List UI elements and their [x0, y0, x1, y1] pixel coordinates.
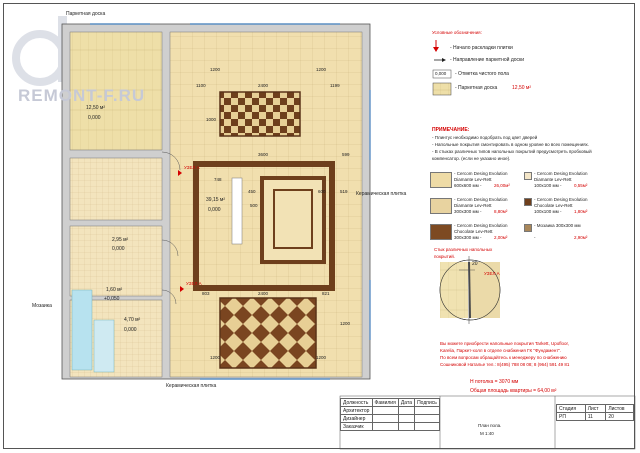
watermark-logo — [16, 16, 67, 82]
contact-line-3: По всем вопросам обращайтесь к менеджеру по снабжению — [440, 355, 567, 360]
dim-748: 748 — [214, 177, 222, 182]
stamp-scale: М 1:40 — [480, 431, 494, 436]
material-text: - Cercom Desing Evolution — [454, 171, 508, 176]
legend-item-4: - Паркетная доска — [455, 85, 498, 91]
room-level-5: 0,000 — [124, 327, 137, 333]
dim-3600: 3600 — [258, 152, 269, 157]
dim-519: 519 — [340, 189, 348, 194]
material-swatch — [524, 198, 532, 206]
stamp-sheet-info — [556, 404, 634, 421]
dim-1200-b: 1200 — [316, 67, 327, 72]
material-text: Diamante Lev-Rett — [454, 203, 492, 208]
label-ceramic-tile-bottom: Керамическая плитка — [166, 383, 217, 389]
room-level-3: 0,000 — [112, 246, 125, 252]
legend-item-4-value: 12,50 м² — [512, 85, 532, 91]
label-parquet-board: Паркетная доска — [66, 11, 106, 17]
material-swatch — [430, 224, 452, 240]
legend-item-3: - Отметка чистого пола — [455, 71, 509, 77]
material-swatch — [524, 224, 532, 232]
watermark-text: REMONT-F.RU — [18, 86, 146, 105]
legend-title: Условные обозначения: — [432, 30, 482, 35]
dim-600: 600 — [318, 189, 326, 194]
stamp-h-date: Дата — [398, 399, 414, 407]
room-level-4: +0,050 — [104, 296, 120, 302]
dim-500: 500 — [250, 203, 258, 208]
notes-line-4: компенсатор. (если не указано иное). — [432, 156, 511, 161]
label-ceramic-tile-right: Керамическая плитка — [356, 191, 407, 197]
room-area-2: 39,15 м² — [206, 197, 226, 203]
contact-line-4: Сошниковой Наталье тел.: 8(495) 788 08 08; 8 (964) 591 49 81 — [440, 362, 570, 367]
material-text: Diamante Lev-Rett — [454, 177, 492, 182]
joint-title-2: покрытий. — [434, 254, 455, 259]
room-area-5: 4,70 м² — [124, 317, 141, 323]
total-area: Общая площадь квартиры = 64,00 м² — [470, 388, 557, 394]
material-text: 100x100 мм - — [534, 209, 562, 214]
legend-item-1: - Начало раскладки плитки — [450, 45, 513, 51]
room-area-3: 2,95 м² — [112, 237, 129, 243]
dim-599: 599 — [342, 152, 350, 157]
dim-1199: 1199 — [330, 83, 340, 88]
joint-node-detail — [440, 256, 500, 324]
material-area: 2,90м² — [574, 235, 588, 240]
dim-821: 821 — [322, 291, 330, 296]
stamp-h-sign: Подпись — [415, 399, 440, 407]
stamp-h-name: Фамилия — [372, 399, 398, 407]
dim-1100: 1100 — [196, 83, 206, 88]
notes-line-3: - В стыках различных типов напольных покрытий предусмотреть пробковый — [432, 149, 592, 154]
room-area-1: 12,50 м² — [86, 105, 106, 111]
stamp-role-designer: Дизайнер — [341, 415, 373, 423]
room-area-4: 1,60 м² — [106, 287, 123, 293]
material-text: - Cercom Desing Evolution — [534, 197, 588, 202]
dim-1200-a: 1200 — [210, 67, 221, 72]
dim-1200-c: 1200 — [210, 355, 221, 360]
stamp-sheet-h: Лист — [585, 405, 606, 413]
material-text: Chocolate Lev-Rett — [534, 203, 573, 208]
material-text: Diamante Lev-Rett — [534, 177, 572, 182]
corridor-room — [70, 158, 162, 220]
material-text: - Cercom Desing Evolution — [454, 197, 508, 202]
material-text: - Cercom Desing Evolution — [454, 223, 508, 228]
stamp-stage: РП — [557, 413, 586, 421]
dim-1200-e: 1200 — [340, 321, 351, 326]
material-swatch — [524, 172, 532, 180]
mosaic-area — [72, 290, 92, 370]
material-area: 0,55м² — [574, 183, 588, 188]
stamp-sheets-h: Листов — [606, 405, 634, 413]
joint-node-label: УЗЕЛ А — [484, 271, 500, 276]
dim-2400-top: 2400 — [258, 83, 269, 88]
legend-level-sample: 0,000 — [435, 71, 447, 76]
diamond-bottom — [220, 298, 316, 368]
material-swatch — [430, 172, 452, 188]
stamp-sheets: 20 — [606, 413, 634, 421]
material-text: Chocolate Lev-Rett — [454, 229, 493, 234]
joint-title: Стык различных напольных — [434, 247, 493, 252]
material-area: 26,00м² — [494, 183, 510, 188]
stamp-role-client: Заказчик — [341, 423, 373, 431]
label-mosaic: Мозаика — [32, 303, 52, 309]
material-area: 2,00м² — [494, 235, 508, 240]
stamp-stage-h: Стадия — [557, 405, 586, 413]
notes-title: ПРИМЕЧАНИЕ: — [432, 127, 470, 133]
notes-line-1: - Плинтус необходимо подобрать под цвет дверей — [432, 135, 538, 140]
material-text: - Cercom Desing Evolution — [534, 171, 588, 176]
node-mark-2: УЗЕЛ А — [186, 281, 202, 286]
notes-line-2: - Напольные покрытия смонтировать в одном уровне во всех помещениях. — [432, 142, 590, 147]
mosaic-area-2 — [94, 320, 114, 372]
contact-line-1: Вы можете приобрести напольные покрытия Tarkett, Upofloor, — [440, 341, 569, 346]
material-area: 1,80м² — [574, 209, 588, 214]
material-text: 100x100 мм - — [534, 183, 562, 188]
stamp-title: План пола. — [478, 423, 502, 428]
dim-1200-d: 1200 — [316, 355, 327, 360]
material-area: 8,80м² — [494, 209, 508, 214]
column — [232, 178, 242, 244]
material-text: - Мозаика 300x300 мм — [534, 223, 581, 228]
material-swatch — [430, 198, 452, 214]
dim-450: 450 — [248, 189, 256, 194]
stamp-h-role: Должность — [341, 399, 373, 407]
legend-item-2: - Направление паркетной доски — [450, 57, 524, 63]
material-text: 300x300 мм - — [454, 235, 482, 240]
room-level-2: 0,000 — [208, 207, 221, 213]
checker-top — [220, 92, 300, 136]
stamp-signatures — [340, 398, 440, 431]
contact-line-2: Karelia, Паркет-холл в отделе снабжения ГК "Фундамент". — [440, 348, 562, 353]
node-mark-1: УЗЕЛ А — [184, 165, 200, 170]
dim-1000: 1000 — [206, 117, 217, 122]
ceiling-height: Н потолка = 3070 мм — [470, 379, 519, 385]
material-text: 600x600 мм - — [454, 183, 482, 188]
stamp-sheet: 11 — [585, 413, 606, 421]
legend-graphics — [433, 40, 451, 95]
joint-number: 20 — [472, 261, 478, 267]
room-level-1: 0,000 — [88, 115, 101, 121]
material-text: - — [534, 235, 536, 240]
dim-2400-bottom: 2400 — [258, 291, 269, 296]
stamp-role-architect: Архитектор — [341, 407, 373, 415]
dim-803: 803 — [202, 291, 210, 296]
material-text: 300x300 мм - — [454, 209, 482, 214]
